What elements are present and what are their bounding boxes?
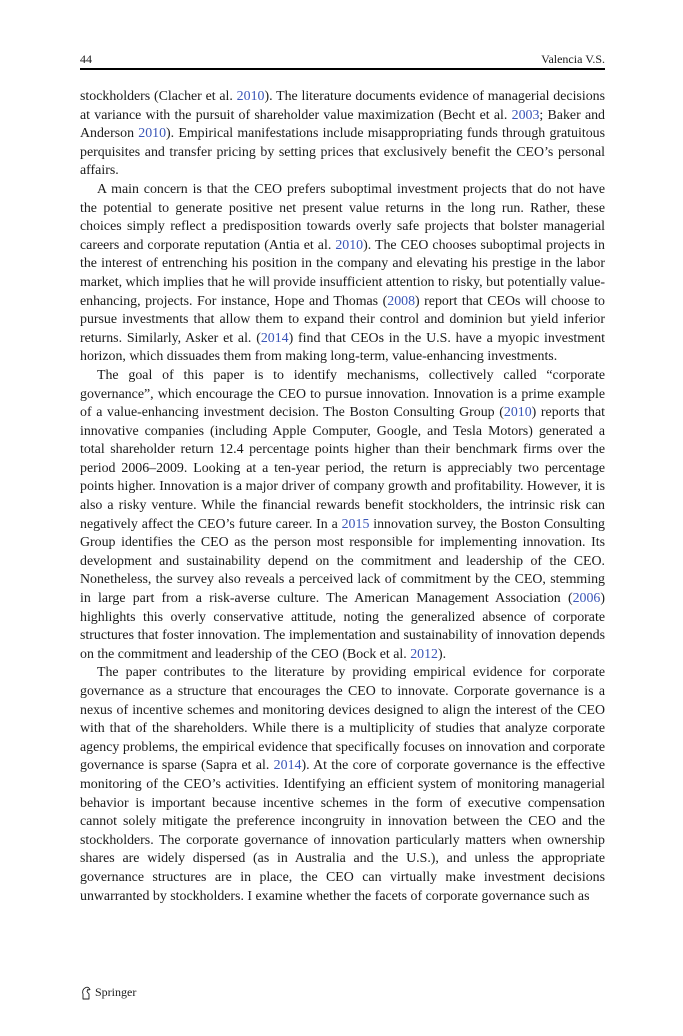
body-text [80,88,605,906]
paragraph [80,367,605,665]
body-text-segment: ). Empirical manifestations include misappropriating funds through gratuitous perquisites and transfer pricing by setting prices that exclusively benefit the CEO’s personal affairs. [80,126,605,179]
publisher-name: Springer [95,985,137,999]
citation-year-link[interactable]: 2010 [138,126,167,142]
citation-year-link[interactable]: 2010 [335,237,364,253]
running-header [80,50,605,67]
running-author: Valencia V.S. [541,52,605,66]
body-text-segment: A main concern is that the CEO prefers suboptimal investment projects that do not have the potential to generate positive net present value returns in the long run. Rather, these choices simply reflect a predisposition towards overly safe projects that bolster managerial careers and corporate reputation (Antia et al. [80,181,605,253]
paragraph [80,664,605,906]
body-text-segment: ; Baker and Anderson [80,107,605,142]
body-text-segment: stockholders (Clacher et al. [80,89,237,104]
citation-year-link[interactable]: 2003 [511,107,540,123]
citation-year-link[interactable]: 2010 [503,405,532,421]
body-text-segment: ). The CEO chooses suboptimal projects in the interest of entrenching his position in the company and elevating his prestige in the labor market, which implies that he will provide insufficient attention to risky, but potentially value-enhancing, projects. For instance, Hope and Thomas ( [80,237,605,309]
citation-year-link[interactable]: 2006 [572,591,601,607]
citation-year-link[interactable]: 2012 [410,646,438,662]
body-text-segment: ). [437,646,447,662]
body-text-segment: ) highlights this overly conservative attitude, noting the generalized absence of corporate structures that foster innovation. The implementation and sustainability of innovation depends on the commitment and leadership of the CEO (Bock et al. [80,591,605,662]
citation-year-link[interactable]: 2010 [236,89,265,104]
body-text-segment: ) reports that innovative companies (including Apple Computer, Google, and Tesla Motors) generated a total shareholder return 12.4 percentage points higher than their benchmark firms over the period 2006–2009. Looking at a ten-year period, the return is appreciably two percentage points higher. Innovation is a major driver of company growth and profitability. However, it is also a risky venture. While the financial rewards benefit stockholders, the intrinsic risk can negatively affect the CEO’s future career. In a [80,405,605,532]
body-text-segment: ). At the core of corporate governance is the effective monitoring of the CEO’s activities. Identifying an efficient system of monitoring managerial behavior is important because incentive schemes in the form of executive compensation cannot solely mitigate the preference incongruity in innovation between the CEO and the stockholders. The corporate governance of innovation particularly matters when ownership shares are widely dispersed (as in Australia and the U.S.), and unless the appropriate governance structures are in place, the CEO can virtually make investment decisions unwarranted by stockholders. I examine whether the facets of corporate governance such as [80,758,605,904]
citation-year-link[interactable]: 2015 [341,516,370,532]
citation-year-link[interactable]: 2014 [273,758,302,774]
body-text-segment: ). The literature documents evidence of managerial decisions at variance with the pursuit of shareholder value maximization (Becht et al. [80,89,605,123]
body-text-segment: ) report that CEOs will choose to pursue investments that allow them to expand their control and dominion but yield inferior returns. Similarly, Asker et al. ( [80,293,605,346]
paragraph [80,88,605,181]
citation-year-link[interactable]: 2008 [387,293,416,309]
header-rule [80,68,605,70]
paragraph [80,181,605,367]
page-number: 44 [80,52,92,66]
publisher-footer [80,985,136,1000]
body-text-segment: The goal of this paper is to identify mechanisms, collectively called “corporate governance”, which encourage the CEO to pursue innovation. Innovation is a prime example of a value-enhancing investment decision. The Boston Consulting Group ( [80,367,605,421]
body-text-segment: innovation survey, the Boston Consulting Group identifies the CEO as the person most responsible for implementing innovation. Its development and sustainability depend on the commitment and leadership of the CEO. Nonetheless, the survey also reveals a perceived lack of commitment by the CEO, stemming in large part from a risk-averse culture. The American Management Association ( [80,516,605,607]
body-text-segment: ) find that CEOs in the U.S. have a myopic investment horizon, which dissuades them from making long-term, value-enhancing investments. [80,330,605,365]
springer-horse-icon [80,986,92,1000]
body-text-segment: The paper contributes to the literature by providing empirical evidence for corporate governance as a structure that encourages the CEO to innovate. Corporate governance is a nexus of incentive schemes and monitoring devices designed to align the interest of the CEO with that of the shareholders. While there is a multiplicity of studies that analyze corporate agency problems, the empirical evidence that specifically focuses on innovation and corporate governance is sparse (Sapra et al. [80,665,605,774]
citation-year-link[interactable]: 2014 [260,330,289,346]
